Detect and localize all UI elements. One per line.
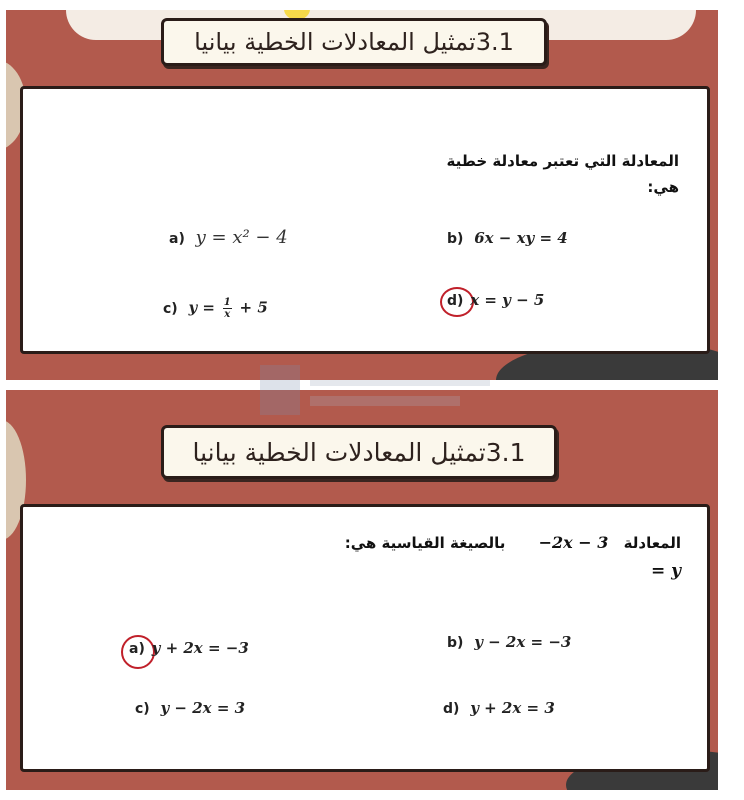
watermark-logo (250, 360, 510, 420)
option-d-expression-2: y + 2x = 3 (470, 699, 555, 717)
option-c-label-2: c) (135, 701, 150, 717)
slide-2-question-line1 (261, 529, 681, 557)
slide-1 (6, 10, 718, 380)
question-rest: بالصيغة القياسية هي: (344, 534, 506, 552)
slide-2-title-text: 3.1تمثيل المعادلات الخطية بيانيا (192, 437, 526, 467)
option-b-label: b) (447, 231, 464, 247)
slide-1-title (161, 18, 547, 66)
slide-2-title (161, 425, 557, 479)
slide-1-question-line2: هي: (647, 177, 679, 196)
option-c-fraction (223, 297, 232, 320)
option-b-expression-2: y − 2x = −3 (474, 633, 572, 651)
option-c-numerator: 1 (223, 297, 231, 308)
slide-1-question-card (20, 86, 710, 354)
option-a-label: a) (169, 231, 185, 247)
slide-1-option-d[interactable] (447, 291, 544, 309)
option-c-rhs: + 5 (239, 298, 268, 317)
option-c-lhs: y = (188, 298, 215, 317)
slide-2-question (261, 529, 681, 585)
option-b-label-2: b) (447, 635, 464, 651)
option-a-label-2: a) (129, 641, 145, 657)
slide-2-option-b[interactable] (447, 633, 571, 651)
option-a-expression-2: y + 2x = −3 (151, 639, 249, 657)
slide-1-option-a[interactable] (169, 227, 288, 248)
slide-2-question-card (20, 504, 710, 772)
watermark-block (260, 365, 300, 415)
question-word: المعادلة (623, 534, 681, 552)
watermark-line-1 (310, 380, 490, 386)
option-d-label: d) (447, 293, 464, 309)
slide-2-option-c[interactable] (135, 699, 245, 717)
option-a-expression: y = x² − 4 (195, 227, 288, 248)
question-expression: −2x − 3 (538, 533, 609, 552)
slide-2-question-line2: = y (650, 560, 681, 581)
option-c-denominator: x (224, 309, 231, 320)
option-d-label-2: d) (443, 701, 460, 717)
option-c-expression-2: y − 2x = 3 (160, 699, 246, 717)
slide-1-option-c[interactable] (163, 297, 268, 320)
watermark-line-2 (310, 396, 460, 406)
option-c-label: c) (163, 300, 178, 317)
slide-1-question (279, 149, 679, 200)
slide-1-title-text: 3.1تمثيل المعادلات الخطية بيانيا (194, 28, 514, 56)
slide-2-option-a[interactable] (129, 639, 249, 657)
slide-1-question-line1: المعادلة التي تعتبر معادلة خطية (446, 152, 679, 170)
option-d-expression: x = y − 5 (470, 291, 545, 309)
slide-2 (6, 390, 718, 790)
slide-1-option-b[interactable] (447, 229, 568, 247)
slide-2-option-d[interactable] (443, 699, 555, 717)
option-b-expression: 6x − xy = 4 (474, 229, 568, 247)
